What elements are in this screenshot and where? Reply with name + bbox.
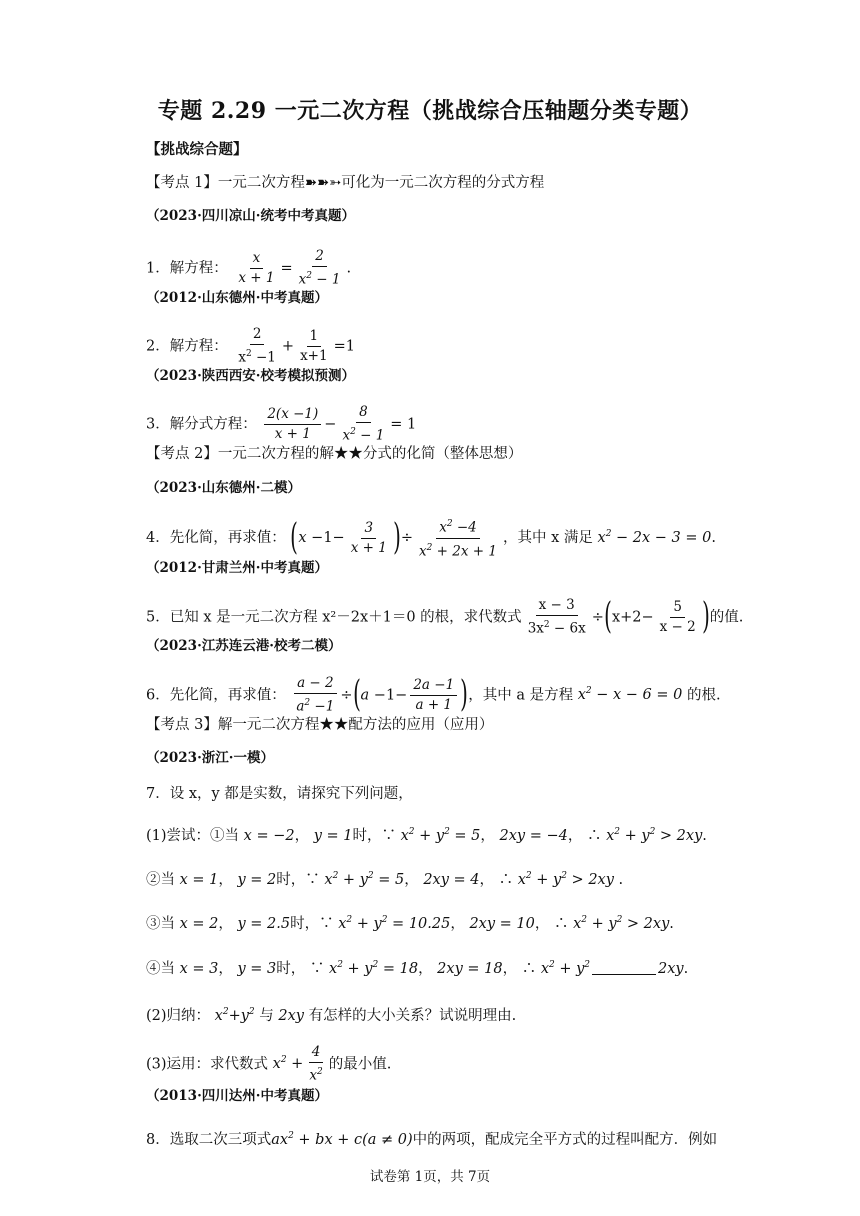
question-7-part-1: (1)尝试：①当 x = −2， y = 1时，∵ $x^2 + y^2 = 5$， 2xy = −4， ∴ $x^2 + y^2 > 2xy$. <box>146 827 707 844</box>
source-2: （2012·山东德州·中考真题） <box>146 290 328 306</box>
question-7-part-2: (2)归纳： $x^2+y^2$ 与 2xy 有怎样的大小关系？试说明理由. <box>146 1007 517 1024</box>
source-1: （2023·四川凉山·统考中考真题） <box>146 208 355 224</box>
question-6: 6．先化简，再求值： $\frac{a - 2}{a^2 -1}$ ÷(a −1− $\frac{2a -1}{a + 1}$ )，其中 a 是方程 $x^2 - x - 6 = 0$ 的根. <box>146 674 721 716</box>
source-4: （2023·山东德州·二模） <box>146 480 301 496</box>
question-2: 2．解方程： $\frac{2}{x^2 -1}$ + $\frac{1}{x+1}$ =1 <box>146 326 355 366</box>
question-7-case-3: ③当 x = 2， y = 2.5时，∵ $x^2 + y^2 = 10.25$， 2xy = 10， ∴ $x^2 + y^2 > 2xy$. <box>146 915 674 932</box>
source-6: （2023·江苏连云港·校考二模） <box>146 638 342 654</box>
question-5: 5．已知 x 是一元二次方程 x²－2x＋1＝0 的根，求代数式 $\frac{x - 3}{3x^2 - 6x}$ ÷(x+2− $\frac{5}{x - 2}$ )的值. <box>146 596 744 638</box>
answer-blank <box>592 974 656 975</box>
source-3: （2023·陕西西安·校考模拟预测） <box>146 368 355 384</box>
question-7-part-3: (3)运用：求代数式 $x^2$ + $\frac{4}{x^2}$ 的最小值. <box>146 1044 392 1084</box>
question-7-case-4: ④当 x = 3， y = 3时， ∵ $x^2 + y^2 = 18$， 2xy = 18， ∴ $x^2 + y^2$ 2xy. <box>146 960 689 977</box>
source-8: （2013·四川达州·中考真题） <box>146 1088 328 1104</box>
source-5: （2012·甘肃兰州·中考真题） <box>146 560 328 576</box>
question-4: 4．先化简，再求值： (x −1− $\frac{3}{x + 1}$ )÷ $\frac{x^2 -4}{x^2 + 2x + 1}$ ，其中 x 满足 $x^2 - 2x - 3 = 0$. <box>146 517 716 559</box>
topic-heading-3: 【考点 3】解一元二次方程★★配方法的应用（应用） <box>146 717 494 733</box>
topic-heading-2: 【考点 2】一元二次方程的解★★分式的化简（整体思想） <box>146 446 523 462</box>
section-heading: 【挑战综合题】 <box>146 141 248 158</box>
question-3: 3．解分式方程： $\frac{2(x -1)}{x + 1}$ − $\frac{8}{x^2 - 1}$ = 1 <box>146 404 417 444</box>
page-footer: 试卷第 1页，共 7页 <box>369 1169 491 1185</box>
question-8: 8．选取二次三项式$ax^2$ + bx + c(a ≠ 0)中的两项，配成完全平方式的过程叫配方．例如 <box>146 1131 718 1148</box>
topic-heading-1: 【考点 1】一元二次方程➽➽➳可化为一元二次方程的分式方程 <box>146 175 545 191</box>
question-7: 7．设 x，y 都是实数，请探究下列问题， <box>146 786 413 802</box>
question-7-case-2: ②当 x = 1， y = 2时，∵ $x^2 + y^2 = 5$， 2xy = 4， ∴ $x^2 + y^2 > 2xy$ . <box>146 871 624 888</box>
question-1: 1．解方程： $\frac{x}{x + 1}$ = $\frac{2}{x^2 - 1}$ . <box>146 248 352 288</box>
page-title: 专题 2.29 一元二次方程（挑战综合压轴题分类专题） <box>157 98 703 124</box>
source-7: （2023·浙江·一模） <box>146 750 274 766</box>
